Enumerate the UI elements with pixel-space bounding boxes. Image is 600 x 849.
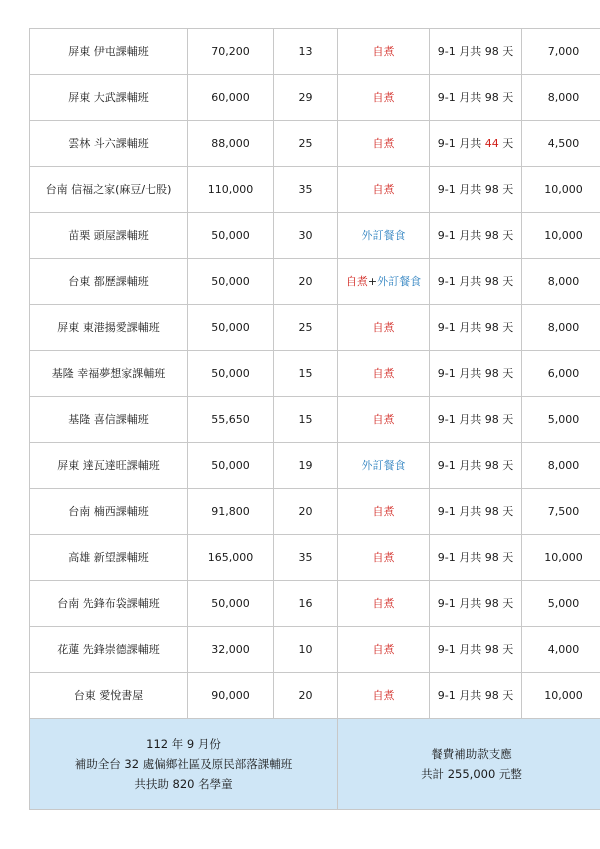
amount-cell: 50,000 xyxy=(188,259,274,305)
meal-cell: 自煮 xyxy=(338,673,430,719)
location-cell: 台南 先鋒布袋課輔班 xyxy=(30,581,188,627)
period-prefix: 9-1 月共 xyxy=(437,412,485,426)
meal-cell xyxy=(338,259,430,305)
location-cell: 高雄 新望課輔班 xyxy=(30,535,188,581)
amount-cell: 50,000 xyxy=(188,351,274,397)
amount-cell: 60,000 xyxy=(188,75,274,121)
period-suffix: 天 xyxy=(498,412,514,426)
amount-cell: 110,000 xyxy=(188,167,274,213)
location-cell: 台東 愛悅書屋 xyxy=(30,673,188,719)
period-cell xyxy=(430,443,522,489)
meal-cell: 自煮 xyxy=(338,397,430,443)
period-days: 98 xyxy=(484,688,499,702)
period-suffix: 天 xyxy=(498,44,514,58)
per-unit-cell: 7,500 xyxy=(522,489,600,535)
summary-funding-source: 餐費補助款支應 xyxy=(431,747,512,761)
table-row xyxy=(30,121,600,167)
amount-cell: 32,000 xyxy=(188,627,274,673)
per-unit-cell: 8,000 xyxy=(522,305,600,351)
per-unit-cell: 8,000 xyxy=(522,75,600,121)
period-days: 44 xyxy=(484,136,499,150)
amount-cell: 88,000 xyxy=(188,121,274,167)
amount-cell: 50,000 xyxy=(188,581,274,627)
period-suffix: 天 xyxy=(498,642,514,656)
meal-cell: 自煮 xyxy=(338,121,430,167)
location-cell: 台南 楠西課輔班 xyxy=(30,489,188,535)
summary-classes: 補助全台 32 處偏鄉社區及原民部落課輔班 xyxy=(74,757,293,771)
per-unit-cell: 8,000 xyxy=(522,443,600,489)
amount-cell: 70,200 xyxy=(188,29,274,75)
meal-cell: 自煮 xyxy=(338,489,430,535)
period-days: 98 xyxy=(484,90,499,104)
period-suffix: 天 xyxy=(498,274,514,288)
period-cell xyxy=(430,627,522,673)
period-prefix: 9-1 月共 xyxy=(437,320,485,334)
period-prefix: 9-1 月共 xyxy=(437,228,485,242)
period-cell xyxy=(430,397,522,443)
period-cell xyxy=(430,29,522,75)
period-prefix: 9-1 月共 xyxy=(437,90,485,104)
meal-cell: 自煮 xyxy=(338,167,430,213)
table-row xyxy=(30,443,600,489)
students-cell: 10 xyxy=(274,627,338,673)
period-cell xyxy=(430,167,522,213)
students-cell: 19 xyxy=(274,443,338,489)
students-cell: 20 xyxy=(274,489,338,535)
meal-cell: 自煮 xyxy=(338,351,430,397)
table-row xyxy=(30,259,600,305)
period-suffix: 天 xyxy=(498,182,514,196)
period-cell xyxy=(430,121,522,167)
meal-cell: 外訂餐食 xyxy=(338,443,430,489)
summary-right-cell xyxy=(338,719,600,810)
period-suffix: 天 xyxy=(498,90,514,104)
period-prefix: 9-1 月共 xyxy=(437,274,485,288)
period-suffix: 天 xyxy=(498,228,514,242)
location-cell: 基隆 幸福夢想家課輔班 xyxy=(30,351,188,397)
students-cell: 15 xyxy=(274,397,338,443)
period-days: 98 xyxy=(484,366,499,380)
location-cell: 花蓮 先鋒崇德課輔班 xyxy=(30,627,188,673)
location-cell: 基隆 喜信課輔班 xyxy=(30,397,188,443)
period-suffix: 天 xyxy=(498,688,514,702)
meal-cell: 自煮 xyxy=(338,29,430,75)
summary-row xyxy=(30,719,600,810)
period-cell xyxy=(430,75,522,121)
period-suffix: 天 xyxy=(498,550,514,564)
location-cell: 台東 都歷課輔班 xyxy=(30,259,188,305)
students-cell: 29 xyxy=(274,75,338,121)
period-prefix: 9-1 月共 xyxy=(437,642,485,656)
period-cell xyxy=(430,259,522,305)
meal-cell: 自煮 xyxy=(338,75,430,121)
period-prefix: 9-1 月共 xyxy=(437,182,485,196)
students-cell: 25 xyxy=(274,121,338,167)
meal-cell: 自煮 xyxy=(338,627,430,673)
per-unit-cell: 5,000 xyxy=(522,581,600,627)
meal-subsidy-table xyxy=(29,28,600,810)
period-suffix: 天 xyxy=(498,596,514,610)
period-suffix: 天 xyxy=(498,136,514,150)
period-days: 98 xyxy=(484,596,499,610)
location-cell: 屏東 東港揚愛課輔班 xyxy=(30,305,188,351)
table-row xyxy=(30,351,600,397)
students-cell: 35 xyxy=(274,167,338,213)
table-row xyxy=(30,673,600,719)
period-prefix: 9-1 月共 xyxy=(437,44,485,58)
period-prefix: 9-1 月共 xyxy=(437,136,485,150)
location-cell: 雲林 斗六課輔班 xyxy=(30,121,188,167)
meal-plus: + xyxy=(367,274,378,288)
per-unit-cell: 7,000 xyxy=(522,29,600,75)
table-row xyxy=(30,213,600,259)
students-cell: 30 xyxy=(274,213,338,259)
meal-cell: 自煮 xyxy=(338,305,430,351)
meal-order-out: 外訂餐食 xyxy=(377,274,422,288)
location-cell: 屏東 達瓦達旺課輔班 xyxy=(30,443,188,489)
period-days: 98 xyxy=(484,44,499,58)
period-suffix: 天 xyxy=(498,366,514,380)
students-cell: 35 xyxy=(274,535,338,581)
meal-cell: 自煮 xyxy=(338,581,430,627)
period-prefix: 9-1 月共 xyxy=(437,366,485,380)
table-row xyxy=(30,627,600,673)
period-days: 98 xyxy=(484,550,499,564)
per-unit-cell: 10,000 xyxy=(522,673,600,719)
amount-cell: 165,000 xyxy=(188,535,274,581)
period-days: 98 xyxy=(484,182,499,196)
table-row xyxy=(30,167,600,213)
location-cell: 屏東 伊屯課輔班 xyxy=(30,29,188,75)
table-row xyxy=(30,535,600,581)
period-cell xyxy=(430,489,522,535)
meal-cell: 外訂餐食 xyxy=(338,213,430,259)
students-cell: 16 xyxy=(274,581,338,627)
table-row xyxy=(30,305,600,351)
per-unit-cell: 10,000 xyxy=(522,535,600,581)
period-days: 98 xyxy=(484,458,499,472)
period-cell xyxy=(430,351,522,397)
per-unit-cell: 5,000 xyxy=(522,397,600,443)
summary-left-cell xyxy=(30,719,338,810)
table-row xyxy=(30,489,600,535)
amount-cell: 50,000 xyxy=(188,443,274,489)
period-days: 98 xyxy=(484,642,499,656)
amount-cell: 55,650 xyxy=(188,397,274,443)
summary-students: 共扶助 820 名學童 xyxy=(134,777,233,791)
location-cell: 屏東 大武課輔班 xyxy=(30,75,188,121)
amount-cell: 91,800 xyxy=(188,489,274,535)
period-cell xyxy=(430,305,522,351)
students-cell: 20 xyxy=(274,673,338,719)
period-cell xyxy=(430,581,522,627)
period-prefix: 9-1 月共 xyxy=(437,550,485,564)
students-cell: 15 xyxy=(274,351,338,397)
period-days: 98 xyxy=(484,320,499,334)
period-suffix: 天 xyxy=(498,504,514,518)
period-days: 98 xyxy=(484,504,499,518)
per-unit-cell: 4,000 xyxy=(522,627,600,673)
per-unit-cell: 10,000 xyxy=(522,213,600,259)
period-suffix: 天 xyxy=(498,458,514,472)
amount-cell: 50,000 xyxy=(188,213,274,259)
period-suffix: 天 xyxy=(498,320,514,334)
period-cell xyxy=(430,213,522,259)
period-prefix: 9-1 月共 xyxy=(437,596,485,610)
amount-cell: 90,000 xyxy=(188,673,274,719)
location-cell: 台南 信福之家(麻豆/七股) xyxy=(30,167,188,213)
period-cell xyxy=(430,673,522,719)
table-row xyxy=(30,397,600,443)
period-cell xyxy=(430,535,522,581)
summary-total: 共計 255,000 元整 xyxy=(421,767,522,781)
summary-month: 112 年 9 月份 xyxy=(146,737,221,751)
per-unit-cell: 4,500 xyxy=(522,121,600,167)
period-days: 98 xyxy=(484,412,499,426)
period-days: 98 xyxy=(484,228,499,242)
period-days: 98 xyxy=(484,274,499,288)
period-prefix: 9-1 月共 xyxy=(437,504,485,518)
table-row xyxy=(30,29,600,75)
table-row xyxy=(30,581,600,627)
table-body xyxy=(30,29,600,719)
period-prefix: 9-1 月共 xyxy=(437,458,485,472)
per-unit-cell: 6,000 xyxy=(522,351,600,397)
location-cell: 苗栗 頭屋課輔班 xyxy=(30,213,188,259)
period-prefix: 9-1 月共 xyxy=(437,688,485,702)
per-unit-cell: 10,000 xyxy=(522,167,600,213)
students-cell: 13 xyxy=(274,29,338,75)
students-cell: 20 xyxy=(274,259,338,305)
amount-cell: 50,000 xyxy=(188,305,274,351)
per-unit-cell: 8,000 xyxy=(522,259,600,305)
meal-cell: 自煮 xyxy=(338,535,430,581)
meal-self-cook: 自煮 xyxy=(345,274,368,288)
students-cell: 25 xyxy=(274,305,338,351)
table-row xyxy=(30,75,600,121)
